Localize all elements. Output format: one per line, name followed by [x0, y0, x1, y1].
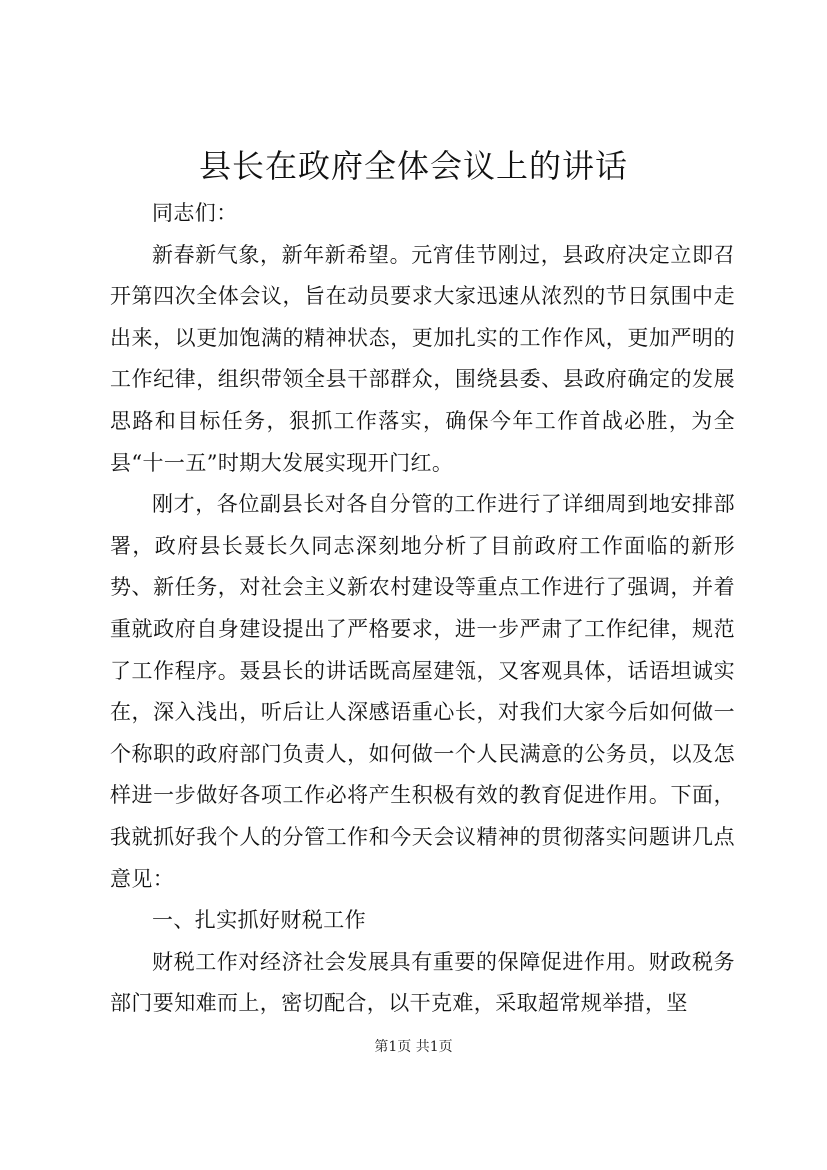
page-footer: 第1页 共1页 [374, 1039, 453, 1055]
document-title: 县长在政府全体会议上的讲话 [198, 147, 628, 185]
document-body [110, 193, 735, 1025]
paragraph: 财税工作对经济社会发展具有重要的保障促进作用。财政税务部门要知难而上，密切配合，以干克难，采取超常规举措，坚 [110, 949, 735, 1016]
paragraph: 新春新气象，新年新希望。元宵佳节刚过，县政府决定立即召开第四次全体会议，旨在动员要求大家迅速从浓烈的节日氛围中走出来，以更加饱满的精神状态，更加扎实的工作作风，更加严明的工作纪律，组织带领全县干部群众，围绕县委、县政府确定的发展思路和目标任务，狠抓工作落实，确保今年工作首战必胜，为全县“十一五”时期大发展实现开门红。 [110, 242, 735, 475]
paragraph: 刚才，各位副县长对各自分管的工作进行了详细周到地安排部署，政府县长聂长久同志深刻地分析了目前政府工作面临的新形势、新任务，对社会主义新农村建设等重点工作进行了强调，并着重就政府自身建设提出了严格要求，进一步严肃了工作纪律，规范了工作程序。聂县长的讲话既高屋建瓴，又客观具体，话语坦诚实在，深入浅出，听后让人深感语重心长，对我们大家今后如何做一个称职的政府部门负责人，如何做一个人民满意的公务员，以及怎样进一步做好各项工作必将产生积极有效的教育促进作用。下面，我就抓好我个人的分管工作和今天会议精神的贯彻落实问题讲几点意见： [110, 492, 735, 891]
salutation: 同志们： [152, 201, 238, 225]
section-heading: 一、扎实抓好财税工作 [152, 908, 366, 933]
